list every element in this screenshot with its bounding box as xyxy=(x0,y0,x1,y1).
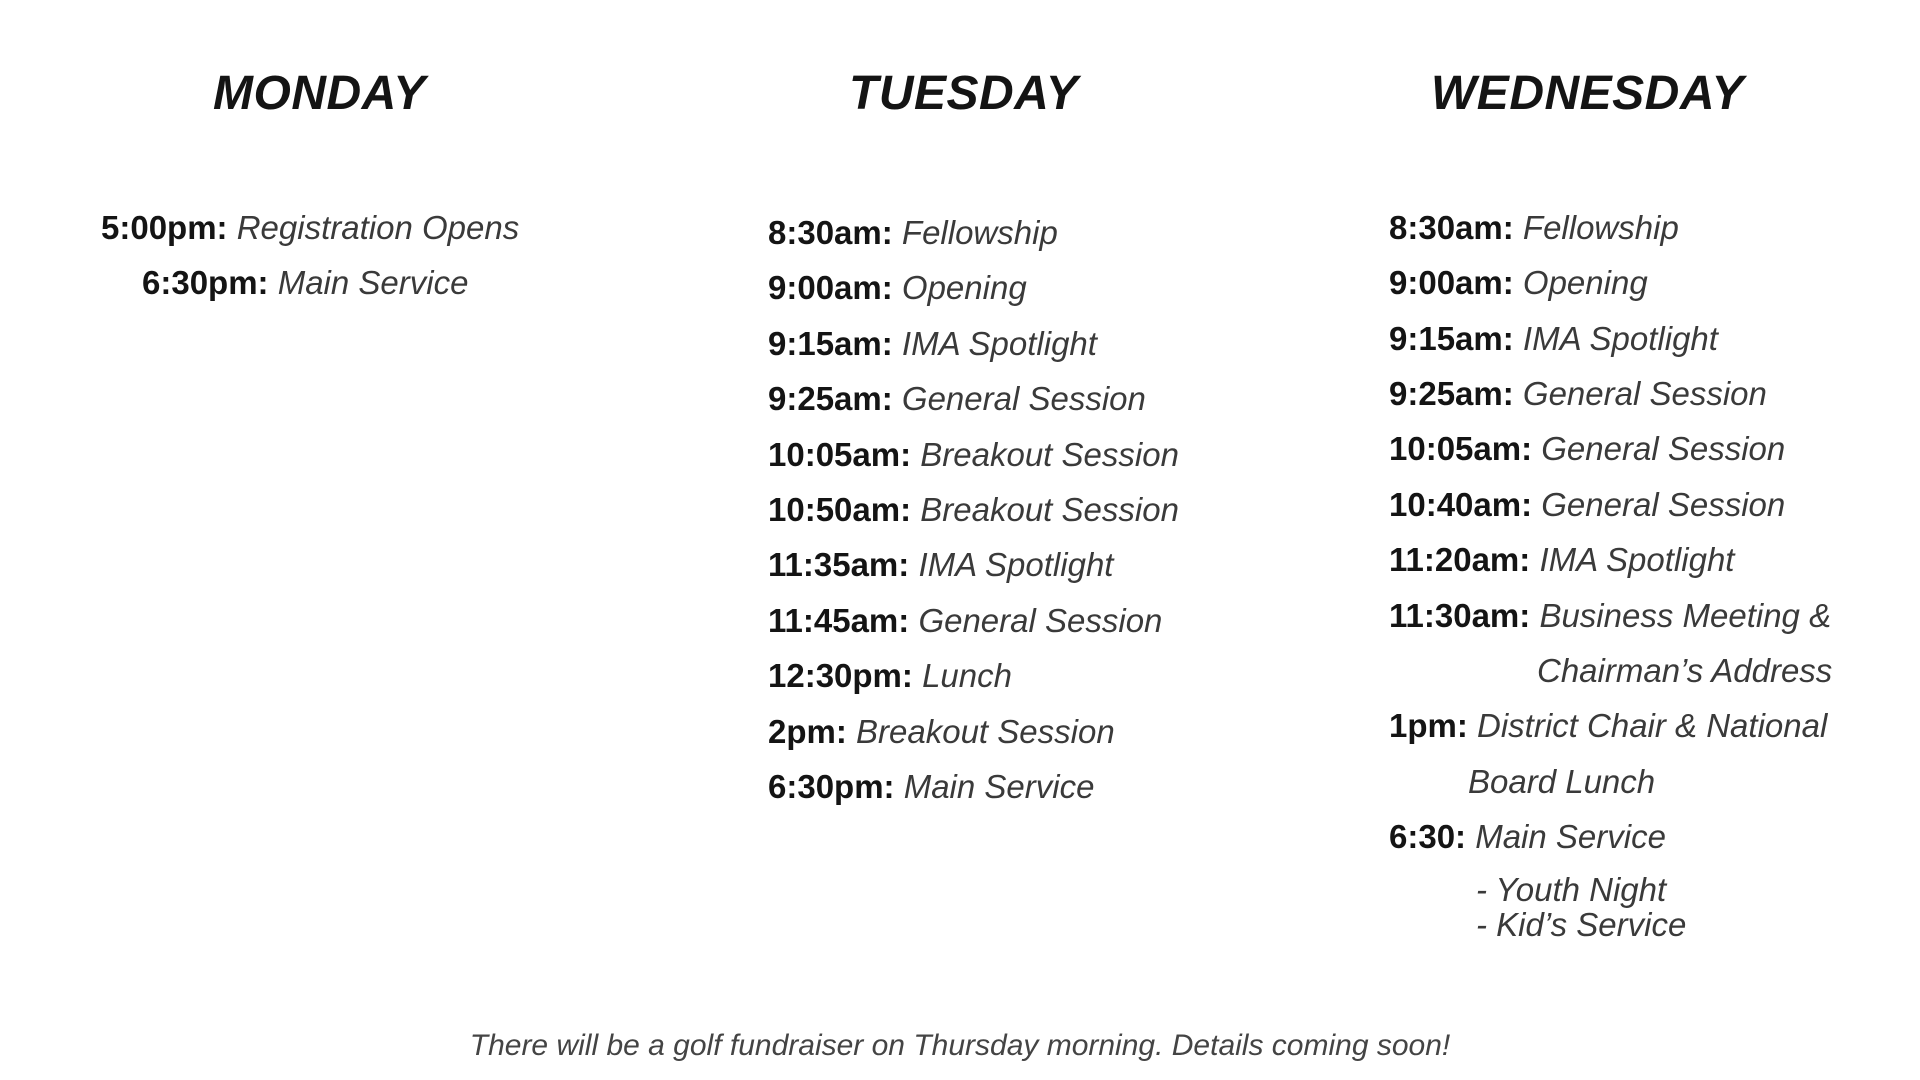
tuesday-item-3 xyxy=(768,324,1097,364)
tuesday-item-2 xyxy=(768,268,1027,308)
wednesday-item-5-time: 10:05am: xyxy=(1389,430,1533,467)
tuesday-item-5-time: 10:05am: xyxy=(768,436,912,473)
tuesday-item-2-time: 9:00am: xyxy=(768,269,893,306)
tuesday-item-1-time: 8:30am: xyxy=(768,214,893,251)
monday-heading: MONDAY xyxy=(213,67,426,120)
wednesday-item-2 xyxy=(1389,263,1648,303)
tuesday-item-6-event: Breakout Session xyxy=(920,491,1179,528)
wednesday-item-8-event-continued: Chairman’s Address xyxy=(1537,652,1833,689)
wednesday-sub-item-2: - Kid’s Service xyxy=(1476,906,1687,943)
tuesday-item-10-time: 2pm: xyxy=(768,713,847,750)
wednesday-item-8-event: Business Meeting & xyxy=(1539,597,1832,634)
tuesday-item-3-time: 9:15am: xyxy=(768,325,893,362)
wednesday-item-1-time: 8:30am: xyxy=(1389,209,1514,246)
wednesday-heading: WEDNESDAY xyxy=(1431,67,1744,120)
monday-item-1-time: 5:00pm: xyxy=(101,209,228,246)
tuesday-item-5 xyxy=(768,435,1179,475)
tuesday-item-7-time: 11:35am: xyxy=(768,546,910,583)
tuesday-item-7 xyxy=(768,545,1113,585)
wednesday-item-9-event: District Chair & National xyxy=(1477,707,1828,744)
tuesday-item-2-event: Opening xyxy=(901,269,1027,306)
monday-item-1 xyxy=(101,208,519,248)
tuesday-item-1 xyxy=(768,213,1058,253)
tuesday-item-11-time: 6:30pm: xyxy=(768,768,895,805)
monday-item-2-time: 6:30pm: xyxy=(142,264,269,301)
monday-item-2-event: Main Service xyxy=(277,264,469,301)
tuesday-item-6 xyxy=(768,490,1179,530)
wednesday-item-3-time: 9:15am: xyxy=(1389,320,1514,357)
wednesday-item-9-event-continued: Board Lunch xyxy=(1468,763,1656,800)
wednesday-item-7-time: 11:20am: xyxy=(1389,541,1531,578)
tuesday-item-11 xyxy=(768,767,1094,807)
wednesday-item-2-event: Opening xyxy=(1522,264,1648,301)
wednesday-item-4-time: 9:25am: xyxy=(1389,375,1514,412)
wednesday-item-10-time: 6:30: xyxy=(1389,818,1467,855)
monday-item-2 xyxy=(142,263,468,303)
tuesday-item-9-event: Lunch xyxy=(922,657,1012,694)
wednesday-item-9-time: 1pm: xyxy=(1389,707,1468,744)
wednesday-item-1-event: Fellowship xyxy=(1522,209,1679,246)
tuesday-item-4-time: 9:25am: xyxy=(768,380,893,417)
tuesday-item-11-event: Main Service xyxy=(903,768,1095,805)
wednesday-item-9 xyxy=(1389,706,1827,746)
wednesday-item-10 xyxy=(1389,817,1666,857)
tuesday-item-1-event: Fellowship xyxy=(901,214,1058,251)
wednesday-item-5 xyxy=(1389,429,1785,469)
wednesday-item-6-event: General Session xyxy=(1541,486,1786,523)
tuesday-item-6-time: 10:50am: xyxy=(768,491,912,528)
wednesday-item-10-event: Main Service xyxy=(1475,818,1666,855)
wednesday-item-4 xyxy=(1389,374,1767,414)
tuesday-item-4-event: General Session xyxy=(901,380,1146,417)
wednesday-item-8-time: 11:30am: xyxy=(1389,597,1531,634)
tuesday-item-8 xyxy=(768,601,1162,641)
wednesday-item-5-event: General Session xyxy=(1541,430,1786,467)
wednesday-item-4-event: General Session xyxy=(1522,375,1767,412)
tuesday-item-8-time: 11:45am: xyxy=(768,602,910,639)
wednesday-item-1 xyxy=(1389,208,1679,248)
wednesday-item-6-time: 10:40am: xyxy=(1389,486,1533,523)
tuesday-item-10-event: Breakout Session xyxy=(856,713,1115,750)
tuesday-item-9 xyxy=(768,656,1012,696)
monday-item-1-event: Registration Opens xyxy=(236,209,520,246)
tuesday-item-3-event: IMA Spotlight xyxy=(901,325,1097,362)
wednesday-item-7-event: IMA Spotlight xyxy=(1539,541,1735,578)
wednesday-item-2-time: 9:00am: xyxy=(1389,264,1514,301)
wednesday-sub-item-1: - Youth Night xyxy=(1476,871,1667,908)
tuesday-item-7-event: IMA Spotlight xyxy=(918,546,1114,583)
tuesday-item-9-time: 12:30pm: xyxy=(768,657,913,694)
tuesday-item-5-event: Breakout Session xyxy=(920,436,1179,473)
wednesday-item-3 xyxy=(1389,319,1718,359)
wednesday-item-3-event: IMA Spotlight xyxy=(1522,320,1718,357)
tuesday-item-8-event: General Session xyxy=(918,602,1163,639)
footer-note: There will be a golf fundraiser on Thursday morning. Details coming soon! xyxy=(469,1029,1451,1062)
tuesday-item-4 xyxy=(768,379,1146,419)
wednesday-item-8 xyxy=(1389,596,1831,636)
wednesday-item-7 xyxy=(1389,540,1734,580)
tuesday-heading: TUESDAY xyxy=(849,67,1079,120)
wednesday-item-6 xyxy=(1389,485,1785,525)
tuesday-item-10 xyxy=(768,712,1115,752)
